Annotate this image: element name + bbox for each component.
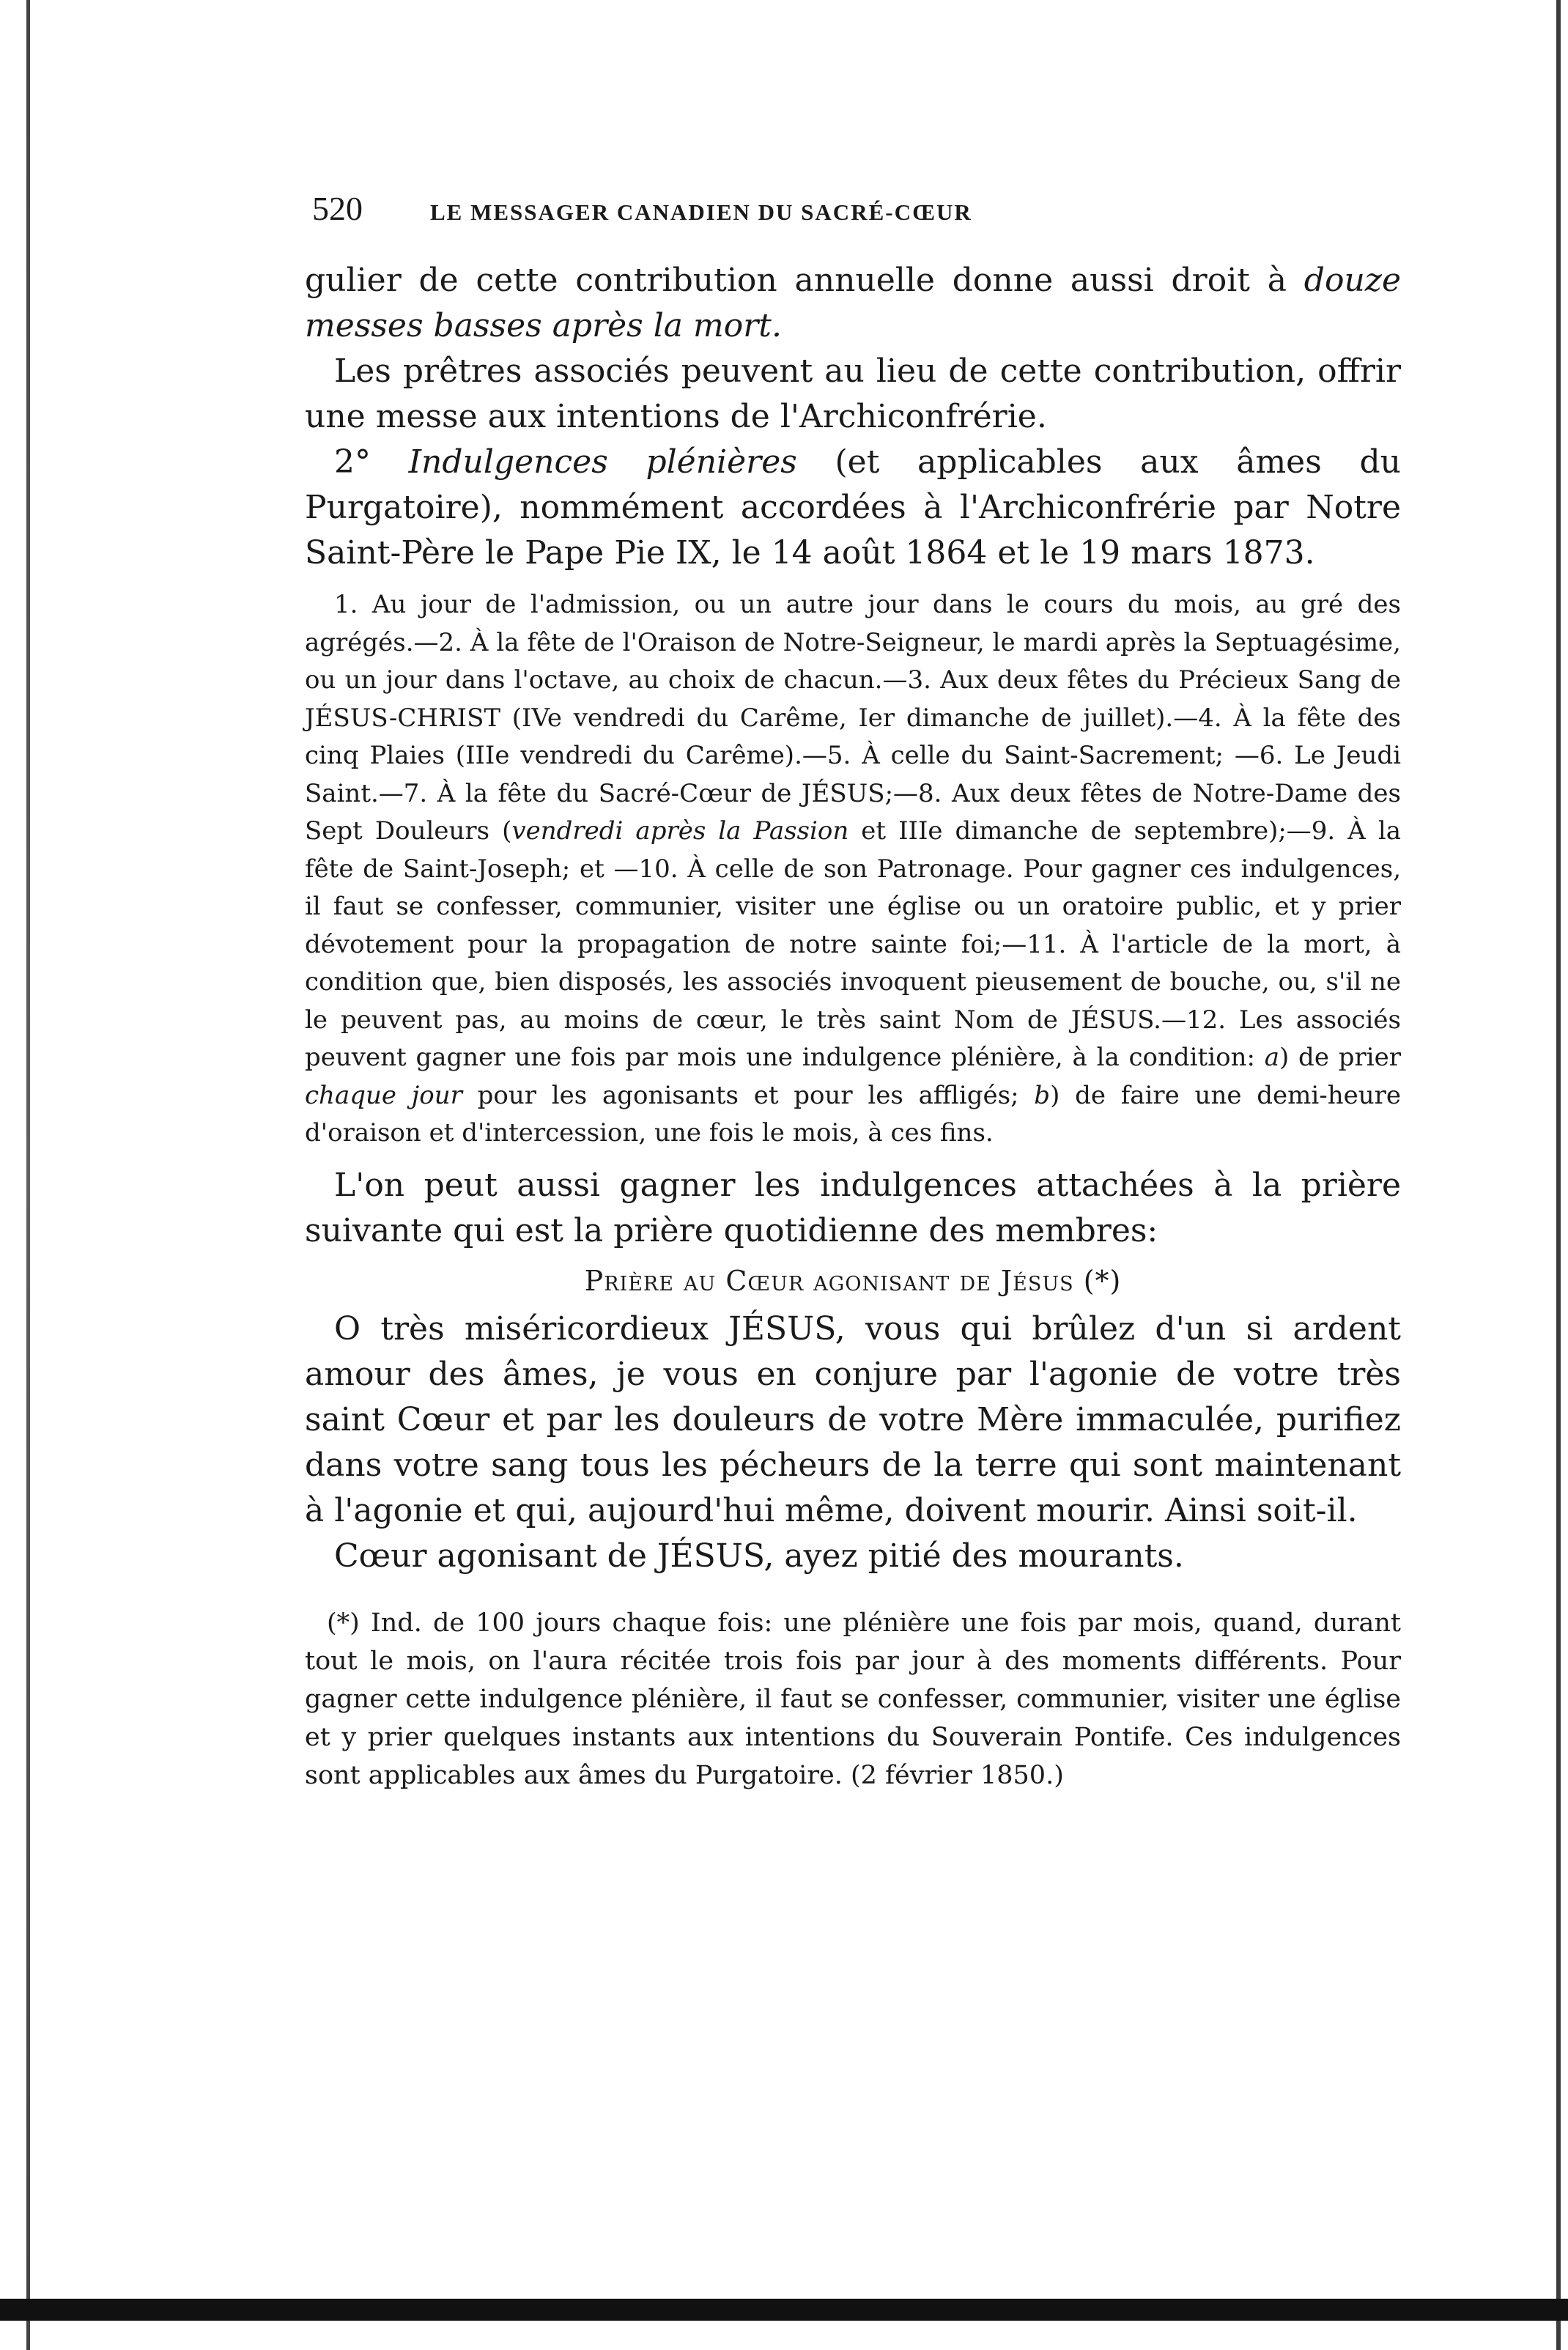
paragraph-prayer-intro: L'on peut aussi gagner les indulgences attachées à la prière suivante qui est la prière quotidienne des membres: (305, 1166, 1401, 1249)
prayer-title: Prière au Cœur agonisant de Jésus (*) (584, 1264, 1122, 1297)
paragraph-contribution-italic: douze messes basses après la mort. (305, 262, 1401, 344)
indulgences-number: 2° (334, 443, 371, 481)
list-italic-2: a (1264, 1043, 1279, 1072)
paragraph-contribution-text: gulier de cette contribution annuelle donne aussi droit à (305, 262, 1304, 299)
list-part-3: ) de prier (1279, 1043, 1402, 1072)
scan-edge-left (26, 0, 30, 2350)
paragraph-priests: Les prêtres associés peuvent au lieu de cette contribution, offrir une messe aux intentions de l'Archiconfrérie. (305, 352, 1401, 435)
list-part-4: pour les agonisants et pour les affligés; (462, 1080, 1035, 1110)
running-head: LE MESSAGER CANADIEN DU SACRÉ-CŒUR (430, 199, 972, 225)
footnote: (*) Ind. de 100 jours chaque fois: une plénière une fois par mois, quand, durant tout le mois, on l'aura récitée trois fois par jour à des moments différents. Pour gagner cette indulgence plénière, il faut se confesser, communier, visiter une église et y prier quelques instants aux intentions du Souverain Pontife. Ces indulgences sont applicables aux âmes du Purgatoire. (2 février 1850.) (305, 1608, 1401, 1790)
page-header (312, 189, 1419, 233)
indulgences-heading: Indulgences plénières (408, 443, 797, 481)
list-part-2: et IIIe dimanche de septembre);—9. À la fête de Saint-Joseph; et —10. À celle de son Patronage. Pour gagner ces indulgences, il faut se confesser, communier, visiter une église ou un oratoire public, et y prier dévotement pour la propagation de notre sainte foi;—11. À l'article de la mort, à condition que, bien disposés, les associés invoquent pieusement de bouche, ou, s'il ne le peuvent pas, au moins de cœur, le très saint Nom de JÉSUS.—12. Les associés peuvent gagner une fois par mois une indulgence plénière, à la condition: (305, 816, 1401, 1072)
page-number: 520 (312, 190, 363, 227)
paragraph-contribution (305, 258, 1401, 349)
list-italic-1: vendredi après la Passion (511, 816, 849, 846)
scan-edge-right (1556, 0, 1561, 2350)
body-text (305, 258, 1401, 1795)
paragraph-indulgences (305, 440, 1401, 576)
prayer-text: O très miséricordieux JÉSUS, vous qui brûlez d'un si ardent amour des âmes, je vous en conjure par l'agonie de votre très saint Cœur et par les douleurs de votre Mère immaculée, purifiez dans votre sang tous les pécheurs de la terre qui sont maintenant à l'agonie et qui, aujourd'hui même, doivent mourir. Ainsi soit-il. (305, 1309, 1401, 1529)
list-part-5: ) de faire une demi-heure d'oraison et d'intercession, une fois le mois, à ces fins. (305, 1080, 1401, 1148)
list-italic-4: b (1034, 1080, 1051, 1110)
scan-edge-bottom (0, 2299, 1568, 2321)
invocation: Cœur agonisant de JÉSUS, ayez pitié des mourants. (334, 1537, 1184, 1575)
list-italic-3: chaque jour (305, 1080, 462, 1110)
list-part-1: 1. Au jour de l'admission, ou un autre jour dans le cours du mois, au gré des agrégés.—2. À la fête de l'Oraison de Notre-Seigneur, le mardi après la Septuagésime, ou un jour dans l'octave, au choix de chacun.—3. Aux deux fêtes du Précieux Sang de JÉSUS-CHRIST (IVe vendredi du Carême, Ier dimanche de juillet).—4. À la fête des cinq Plaies (IIIe vendredi du Carême).—5. À celle du Saint-Sacrement; —6. Le Jeudi Saint.—7. À la fête du Sacré-Cœur de JÉSUS;—8. Aux deux fêtes de Notre-Dame des Sept Douleurs ( (305, 590, 1401, 846)
indulgences-text: (et applicables aux âmes du Purgatoire), nommément accordées à l'Archiconfrérie par Notre Saint-Père le Pape Pie IX, le 14 août 1864 et le 19 mars 1873. (305, 443, 1401, 572)
indulgence-list (305, 586, 1401, 1153)
